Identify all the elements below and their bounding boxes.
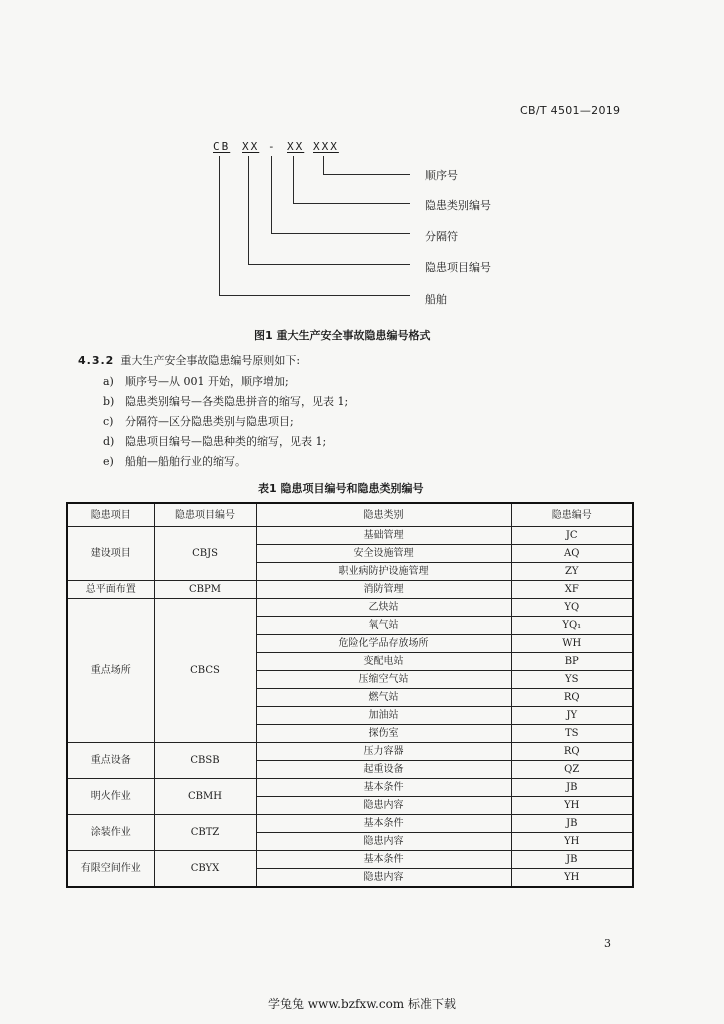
table-row <box>67 851 633 869</box>
cell-category-code: ZY <box>511 563 633 581</box>
cell-item-code: CBPM <box>154 581 256 599</box>
cell-category: 消防管理 <box>256 581 511 599</box>
list-item <box>103 453 246 469</box>
cell-category: 基本条件 <box>256 779 511 797</box>
cell-category-code: QZ <box>511 761 633 779</box>
cell-category-code: YS <box>511 671 633 689</box>
clause-number: 4.3.2 <box>78 354 115 367</box>
cell-category-code: RQ <box>511 743 633 761</box>
leader-vline-sequence <box>323 156 324 174</box>
list-text: 隐患项目编号—隐患种类的缩写，见表 1; <box>125 435 327 448</box>
cell-category-code: JB <box>511 815 633 833</box>
cell-item-code: CBCS <box>154 599 256 743</box>
leader-vline-ship <box>219 156 220 295</box>
cell-category: 变配电站 <box>256 653 511 671</box>
code-part-item: XX <box>242 140 260 153</box>
cell-category: 燃气站 <box>256 689 511 707</box>
cell-item-code: CBJS <box>154 527 256 581</box>
cell-category-code: JY <box>511 707 633 725</box>
clause-text: 重大生产安全事故隐患编号原则如下: <box>120 354 301 367</box>
cell-category: 压缩空气站 <box>256 671 511 689</box>
cell-category-code: YQ₁ <box>511 617 633 635</box>
list-item <box>103 373 289 389</box>
leader-hline-separator <box>271 233 410 234</box>
code-part-cb: CB <box>213 140 231 153</box>
cell-item: 重点场所 <box>67 599 154 743</box>
header-hazard-item: 隐患项目 <box>67 503 154 527</box>
leader-hline-item <box>248 264 410 265</box>
cell-category: 隐患内容 <box>256 797 511 815</box>
cell-category-code: YH <box>511 869 633 888</box>
cell-category: 基础管理 <box>256 527 511 545</box>
cell-category: 隐患内容 <box>256 869 511 888</box>
label-sequence-number: 顺序号 <box>425 169 458 182</box>
cell-category-code: WH <box>511 635 633 653</box>
header-category: 隐患类别 <box>256 503 511 527</box>
label-item-code: 隐患项目编号 <box>425 261 491 274</box>
cell-category-code: RQ <box>511 689 633 707</box>
cell-category-code: XF <box>511 581 633 599</box>
leader-vline-separator <box>271 156 272 233</box>
cell-category: 危险化学品存放场所 <box>256 635 511 653</box>
label-ship: 船舶 <box>425 293 447 306</box>
table-row <box>67 581 633 599</box>
list-item <box>103 433 326 449</box>
list-item <box>103 393 348 409</box>
cell-item: 建设项目 <box>67 527 154 581</box>
table-row <box>67 815 633 833</box>
leader-vline-category <box>293 156 294 203</box>
cell-item: 有限空间作业 <box>67 851 154 888</box>
table-row <box>67 599 633 617</box>
list-mark: b) <box>103 395 115 408</box>
cell-category: 基本条件 <box>256 815 511 833</box>
table-caption: 表1 隐患项目编号和隐患类别编号 <box>258 482 424 495</box>
figure-caption: 图1 重大生产安全事故隐患编号格式 <box>254 329 431 342</box>
cell-category-code: JB <box>511 851 633 869</box>
list-mark: c) <box>103 415 114 428</box>
cell-item-code: CBMH <box>154 779 256 815</box>
code-part-separator: - <box>268 140 277 153</box>
cell-item-code: CBSB <box>154 743 256 779</box>
list-item <box>103 413 294 429</box>
list-text: 船舶—船舶行业的缩写。 <box>125 455 246 468</box>
cell-category: 加油站 <box>256 707 511 725</box>
list-mark: a) <box>103 375 114 388</box>
cell-category: 安全设施管理 <box>256 545 511 563</box>
leader-hline-category <box>293 203 410 204</box>
cell-category: 职业病防护设施管理 <box>256 563 511 581</box>
table-row <box>67 743 633 761</box>
cell-item-code: CBTZ <box>154 815 256 851</box>
table-row <box>67 527 633 545</box>
cell-category: 氧气站 <box>256 617 511 635</box>
list-text: 顺序号—从 001 开始，顺序增加; <box>125 375 289 388</box>
cell-category-code: YH <box>511 797 633 815</box>
cell-category-code: TS <box>511 725 633 743</box>
header-item-code: 隐患项目编号 <box>154 503 256 527</box>
clause-4-3-2 <box>78 352 300 368</box>
cell-item: 涂装作业 <box>67 815 154 851</box>
cell-item-code: CBYX <box>154 851 256 888</box>
list-mark: e) <box>103 455 114 468</box>
list-mark: d) <box>103 435 115 448</box>
leader-vline-item <box>248 156 249 264</box>
table-row <box>67 779 633 797</box>
hazard-code-table <box>66 502 634 888</box>
code-part-sequence: XXX <box>313 140 339 153</box>
cell-category: 乙炔站 <box>256 599 511 617</box>
cell-category: 隐患内容 <box>256 833 511 851</box>
cell-item: 总平面布置 <box>67 581 154 599</box>
cell-category: 探伤室 <box>256 725 511 743</box>
cell-category-code: AQ <box>511 545 633 563</box>
label-category-code: 隐患类别编号 <box>425 199 491 212</box>
code-part-category: XX <box>287 140 305 153</box>
standard-code: CB/T 4501—2019 <box>520 104 621 117</box>
cell-category: 基本条件 <box>256 851 511 869</box>
footer-watermark: 学兔兔 www.bzfxw.com 标准下载 <box>267 997 457 1011</box>
cell-category-code: BP <box>511 653 633 671</box>
header-category-code: 隐患编号 <box>511 503 633 527</box>
cell-category-code: YH <box>511 833 633 851</box>
page-number: 3 <box>604 937 611 950</box>
cell-category: 压力容器 <box>256 743 511 761</box>
cell-category-code: YQ <box>511 599 633 617</box>
cell-category: 起重设备 <box>256 761 511 779</box>
list-text: 隐患类别编号—各类隐患拼音的缩写，见表 1; <box>125 395 349 408</box>
cell-category-code: JC <box>511 527 633 545</box>
list-text: 分隔符—区分隐患类别与隐患项目; <box>125 415 294 428</box>
cell-item: 重点设备 <box>67 743 154 779</box>
leader-hline-sequence <box>323 174 410 175</box>
leader-hline-ship <box>219 295 410 296</box>
cell-category-code: JB <box>511 779 633 797</box>
label-separator: 分隔符 <box>425 230 458 243</box>
cell-item: 明火作业 <box>67 779 154 815</box>
